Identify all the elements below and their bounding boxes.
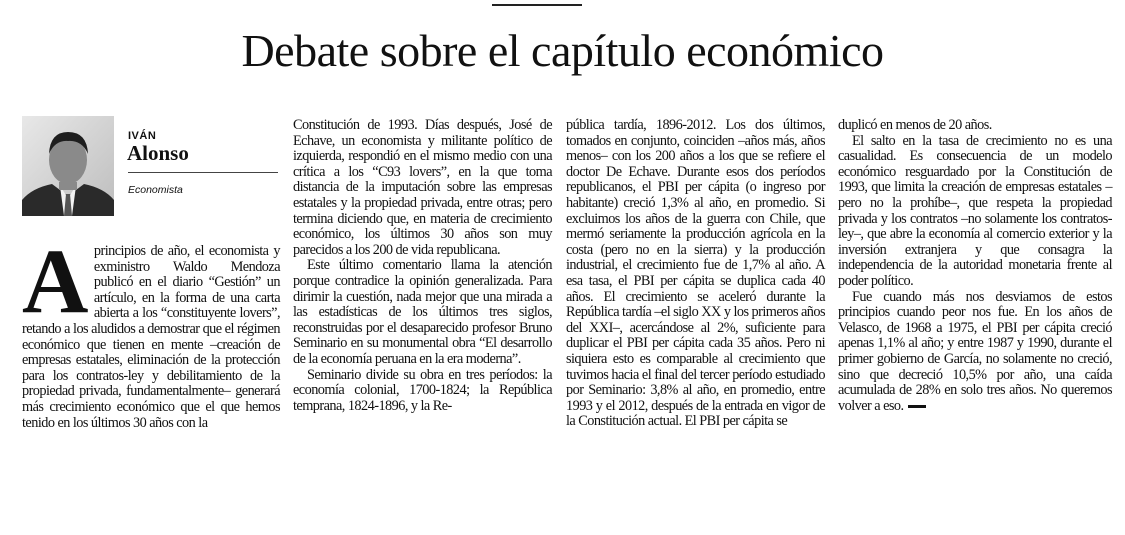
column-2 (293, 118, 552, 414)
byline-divider (128, 172, 278, 173)
author-role: Economista (128, 184, 183, 196)
section-top-rule (492, 4, 582, 6)
paragraph-1-start (22, 230, 280, 431)
end-mark (908, 405, 926, 408)
paragraph-1-cont: Constitución de 1993. Días después, José de Echave, un economista y militante político de izquierda, respondió en el mismo medio con una crítica a los “C93 lovers”, en la que toma distancia de la imputación sobre las empresas estatales y la propiedad privada, entre otras; pero termina diciendo que, en materia de crecimiento económico, los últimos 30 años son muy parecidos a los 200 de vida republicana. (293, 117, 552, 258)
author-last-name: Alonso (127, 141, 189, 165)
paragraph-4: El salto en la tasa de crecimiento no es una casualidad. Es consecuencia de un modelo económico resguardado por la Constitución de 1993, que limita la creación de empresas estatales –pero no la prohíbe–, que respeta la propiedad privada y los contratos –no solamente los contratos-ley–, que abre la economía al comercio exterior y la inversión extranjera y que consagra la independencia de la autoridad monetaria frente al poder político. (838, 132, 1112, 289)
author-first-name: IVÁN (128, 130, 157, 142)
paragraph-5-text: Fue cuando más nos desviamos de estos principios cuando peor nos fue. En los años de Velasco, de 1968 a 1975, el PBI per cápita creció apenas 1,1% al año; y entre 1987 y 1990, durante el primer gobierno de García, no solamente no creció, sino que decreció 10,5% por año, una caída acumulada de 28% en solo tres años. No queremos volver a eso. (838, 288, 1112, 414)
article-title: Debate sobre el capítulo económico (241, 25, 884, 76)
paragraph-2: Este último comentario llama la atención porque contradice la opinión generalizada. Para dirimir la cuestión, nada mejor que una mirada a las estadísticas de los últimos tres siglos, reconstruidas por el desaparecido profesor Bruno Seminario en su monumental obra “El desarrollo de la economía peruana en la era moderna”. (293, 257, 552, 367)
paragraph-3-end: duplicó en menos de 20 años. (838, 117, 992, 133)
author-photo (22, 116, 114, 216)
paragraph-3-start: Seminario divide su obra en tres períodos: la economía colonial, 1700-1824; la República temprana, 1824-1896, y la Re- (293, 366, 552, 414)
paragraph-3-cont: pública tardía, 1896-2012. Los dos últimos, tomados en conjunto, coinciden –años más, años menos– con los 200 años a los que se refiere el doctor De Echave. Durante esos dos períodos republicanos, el PBI per cápita (o ingreso por habitante) creció 1,3% al año, en promedio. Si excluimos los años de la guerra con Chile, que mermó seriamente la producción agrícola en la costa (pero no en la sierra) y la producción industrial, el crecimiento fue de 1,7% al año. A esa tasa, el PBI per cápita se duplica cada 40 años. El crecimiento se aceleró durante la República tardía –el siglo XX y los primeros años del XXI–, acercándose al 2%, suficiente para duplicar el PBI per cápita cada 35 años. Pero ni siquiera esto es comparable al crecimiento que tuvimos hacia el final del tercer período estudiado por Seminario: 3,8% al año, en promedio, entre 1993 y el 2012, después de la entrada en vigor de la Constitución actual. El PBI per cápita se (566, 117, 825, 430)
paragraph-5 (838, 290, 1112, 415)
drop-cap: A (22, 230, 88, 332)
paragraph-1-text: principios de año, el economista y exministro Waldo Mendoza publicó en el diario “Gestión” un artículo, en la forma de una carta abierta a los “constituyente lovers”, retando a los aludidos a demostrar que el régimen económico que tienen en mente –creación de empresas estatales, eliminación de la protección para los contratos-ley y debilitamiento de la propiedad privada, fundamentalmente– generará más crecimiento económico que el que hemos tenido en los últimos 30 años con la (22, 243, 280, 431)
column-1 (22, 230, 280, 431)
column-3 (566, 118, 825, 430)
column-4 (838, 118, 1112, 414)
